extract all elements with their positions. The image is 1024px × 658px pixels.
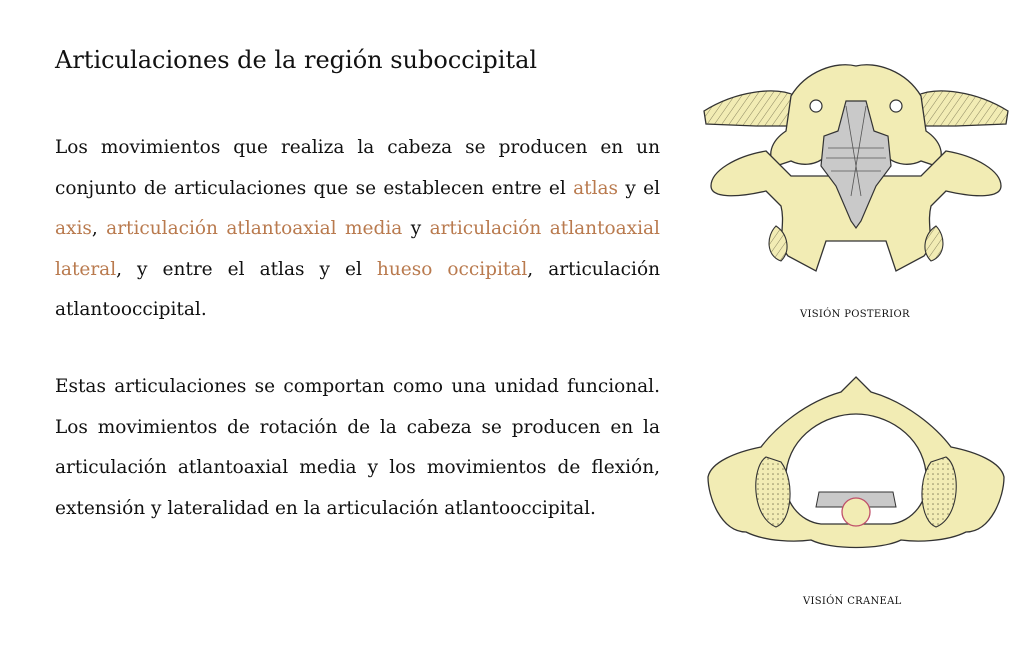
cranial-view-caption: VISIÓN CRANEAL xyxy=(803,596,902,607)
intro-paragraph xyxy=(55,128,660,331)
page-title: Articulaciones de la región suboccipital xyxy=(55,46,538,74)
posterior-view-illustration xyxy=(696,56,1016,306)
second-paragraph: Estas articulaciones se comportan como una unidad funcional. Los movimientos de rotación de la cabeza se producen en la articulación atlantoaxial media y los movimientos de flexión, extensión y lateralidad en la articulación atlantooccipital. xyxy=(55,376,660,519)
posterior-view-caption: VISIÓN POSTERIOR xyxy=(800,309,910,320)
text-segment: , xyxy=(91,218,107,239)
link-atlantoaxial-media[interactable]: articulación atlantoaxial media xyxy=(106,218,403,239)
link-atlas[interactable]: atlas xyxy=(573,177,619,199)
text-segment: , y entre el atlas y el xyxy=(116,258,377,280)
text-segment: y xyxy=(402,218,430,239)
text-segment: , articulación atlantooccipital. xyxy=(55,258,660,320)
link-atlantoaxial-lateral[interactable]: articulación atlantoaxial lateral xyxy=(55,218,660,280)
text-segment: y el xyxy=(618,177,661,199)
text-segment: Los movimientos que realiza la cabeza se producen en un conjunto de articulaciones que se establecen entre el xyxy=(55,137,660,199)
cranial-view-illustration xyxy=(706,372,1006,572)
link-axis[interactable]: axis xyxy=(55,218,92,239)
link-hueso-occipital[interactable]: hueso occipital xyxy=(376,258,528,280)
